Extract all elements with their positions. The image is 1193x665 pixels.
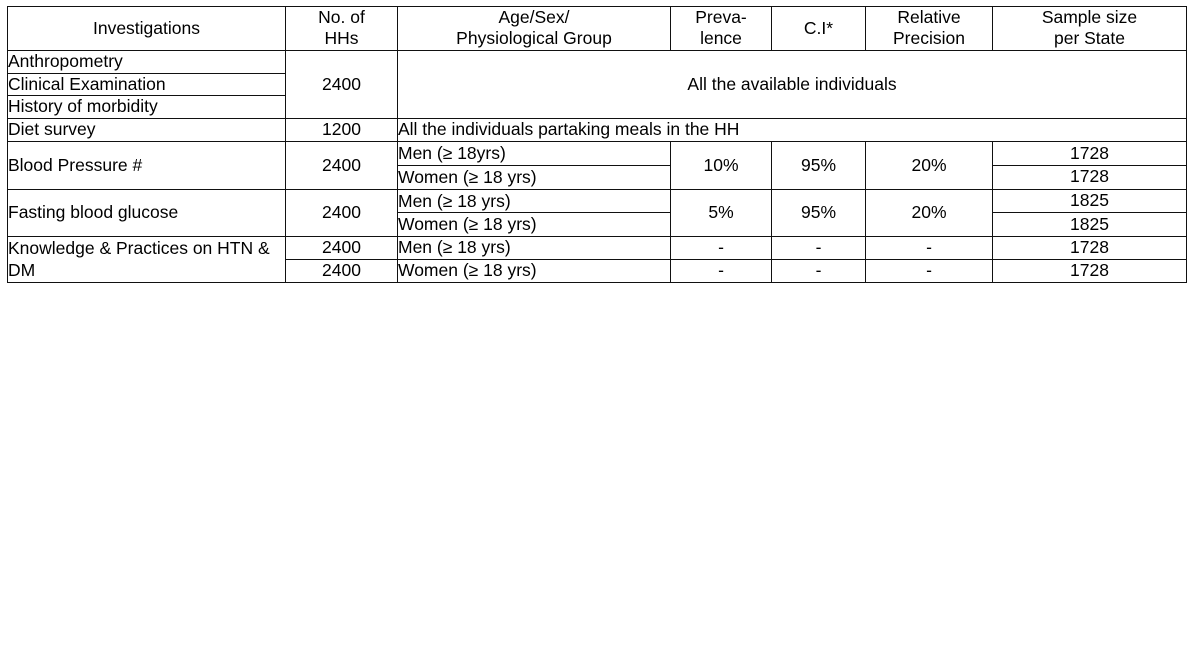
header-age-sex-group [398,7,671,51]
table-header-row [8,7,1187,51]
cell-fasting-glucose-label: Fasting blood glucose [8,189,286,237]
header-age-sex-line2: Physiological Group [456,28,612,49]
table-row [8,119,1187,142]
cell-blood-pressure-hhs: 2400 [286,142,398,190]
cell-anthropometry: Anthropometry [8,50,286,73]
table-row [8,50,1187,73]
table-row [8,237,1187,260]
header-age-sex-line1: Age/Sex/ [498,7,570,27]
cell-knowledge-practices-ci-women: - [772,260,866,283]
header-investigations-label: Investigations [92,17,200,38]
cell-knowledge-practices-men: Men (≥ 18 yrs) [398,237,671,260]
cell-blood-pressure-label: Blood Pressure # [8,142,286,190]
table-row [8,142,1187,166]
cell-fasting-glucose-ci: 95% [772,189,866,237]
cell-fasting-glucose-sample-women: 1825 [993,213,1187,237]
cell-knowledge-practices-label: Knowledge & Practices on HTN & DM [8,237,286,283]
header-sample-size-line2: per State [1053,28,1126,49]
cell-blood-pressure-prevalence: 10% [671,142,772,190]
header-relative-precision-line2: Precision [893,28,965,49]
cell-knowledge-practices-ci-men: - [772,237,866,260]
cell-knowledge-practices-precision-men: - [866,237,993,260]
cell-diet-hhs: 1200 [286,119,398,142]
header-no-of-hhs [286,7,398,51]
cell-blood-pressure-women: Women (≥ 18 yrs) [398,165,671,189]
header-sample-size-line1: Sample size [1041,7,1138,27]
header-prevalence-line2: lence [700,28,742,49]
cell-blood-pressure-sample-men: 1728 [993,142,1187,166]
table-row [8,189,1187,213]
cell-fasting-glucose-men: Men (≥ 18 yrs) [398,189,671,213]
cell-group1-group: All the available individuals [398,50,1187,119]
cell-blood-pressure-precision: 20% [866,142,993,190]
cell-fasting-glucose-sample-men: 1825 [993,189,1187,213]
cell-knowledge-practices-sample-women: 1728 [993,260,1187,283]
cell-knowledge-practices-hhs-men: 2400 [286,237,398,260]
header-investigations [8,7,286,51]
survey-design-table [7,6,1187,283]
cell-knowledge-practices-prevalence-men: - [671,237,772,260]
cell-blood-pressure-men: Men (≥ 18yrs) [398,142,671,166]
header-relative-precision-line1: Relative [897,7,961,27]
header-ci [772,7,866,51]
cell-fasting-glucose-hhs: 2400 [286,189,398,237]
cell-fasting-glucose-women: Women (≥ 18 yrs) [398,213,671,237]
cell-fasting-glucose-prevalence: 5% [671,189,772,237]
cell-blood-pressure-sample-women: 1728 [993,165,1187,189]
header-no-of-hhs-line1: No. of [318,7,365,27]
cell-knowledge-practices-precision-women: - [866,260,993,283]
cell-knowledge-practices-hhs-women: 2400 [286,260,398,283]
cell-knowledge-practices-women: Women (≥ 18 yrs) [398,260,671,283]
cell-diet-group: All the individuals partaking meals in the HH [398,119,1187,142]
cell-group1-hhs: 2400 [286,50,398,119]
cell-clinical-examination: Clinical Examination [8,73,286,96]
cell-diet-survey: Diet survey [8,119,286,142]
cell-history-of-morbidity: History of morbidity [8,96,286,119]
cell-fasting-glucose-precision: 20% [866,189,993,237]
header-no-of-hhs-line2: HHs [324,28,359,49]
header-sample-size [993,7,1187,51]
header-relative-precision [866,7,993,51]
header-prevalence [671,7,772,51]
header-prevalence-line1: Preva- [695,7,747,27]
cell-knowledge-practices-sample-men: 1728 [993,237,1187,260]
cell-blood-pressure-ci: 95% [772,142,866,190]
cell-knowledge-practices-prevalence-women: - [671,260,772,283]
header-ci-label: C.I* [803,17,834,38]
